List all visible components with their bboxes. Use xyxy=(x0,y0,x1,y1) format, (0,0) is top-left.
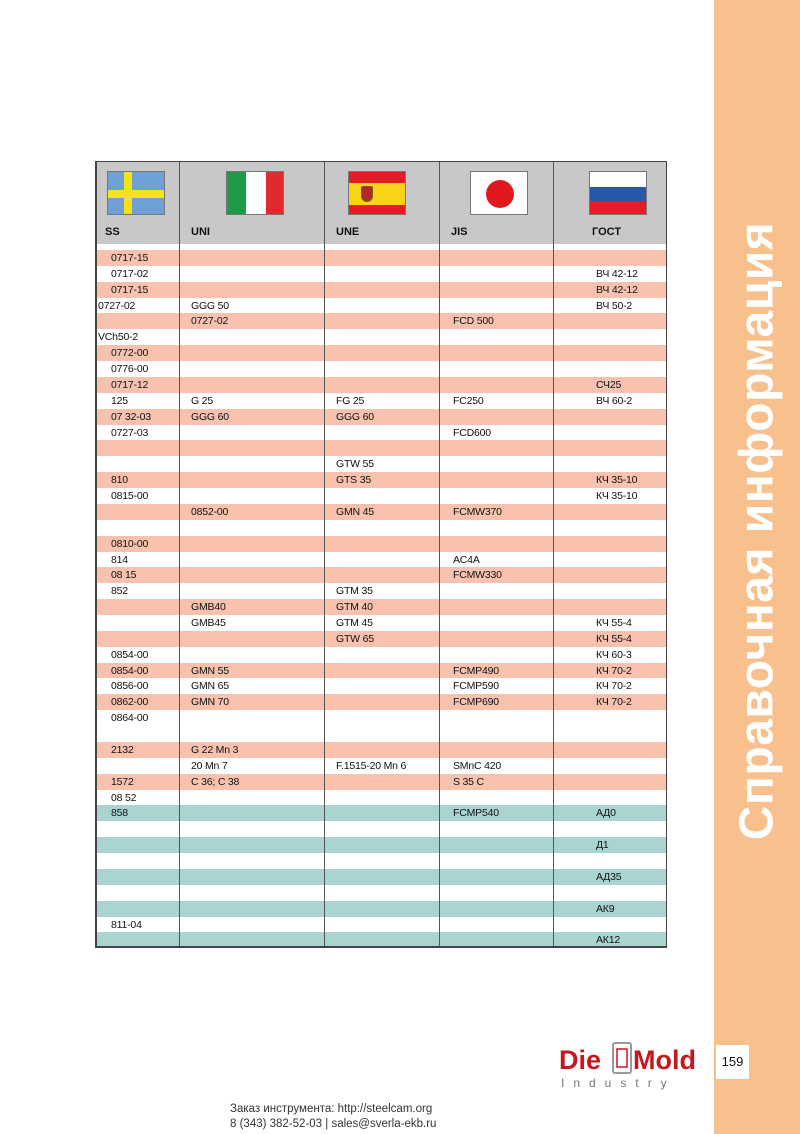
table-row xyxy=(97,901,666,917)
table-cell-uni: GGG 50 xyxy=(191,299,229,312)
diemold-logo xyxy=(557,1037,712,1095)
table-row xyxy=(97,552,666,568)
japan-flag-icon xyxy=(470,171,528,215)
column-divider xyxy=(439,162,440,946)
table-row xyxy=(97,456,666,472)
table-row xyxy=(97,599,666,615)
table-cell-ss: 0854-00 xyxy=(111,648,149,661)
table-cell-ss: 0727-02 xyxy=(98,299,136,312)
table-cell-une: GTM 40 xyxy=(336,601,373,614)
side-title: Справочная информация xyxy=(730,221,784,841)
table-row xyxy=(97,885,666,901)
table-cell-ss: 810 xyxy=(111,474,128,487)
table-cell-uni: 20 Mn 7 xyxy=(191,759,228,772)
table-row xyxy=(97,932,666,948)
table-cell-ss: 814 xyxy=(111,553,128,566)
table-cell-гост: ВЧ 42-12 xyxy=(596,283,638,296)
table-cell-ss: 07 32-03 xyxy=(111,410,151,423)
table-cell-ss: 0815-00 xyxy=(111,490,149,503)
table-row xyxy=(97,647,666,663)
table-row xyxy=(97,520,666,536)
table-cell-ss: VCh50-2 xyxy=(98,331,139,344)
table-row xyxy=(97,678,666,694)
table-cell-ss: 0772-00 xyxy=(111,347,149,360)
table-cell-гост: КЧ 70-2 xyxy=(596,696,632,709)
table-cell-uni: GMB40 xyxy=(191,601,226,614)
table-cell-jis: FCMW330 xyxy=(453,569,502,582)
table-cell-jis: SMnC 420 xyxy=(453,759,502,772)
table-cell-ss: 125 xyxy=(111,394,128,407)
table-cell-uni: 0852-00 xyxy=(191,505,229,518)
table-cell-гост: КЧ 55-4 xyxy=(596,632,632,645)
table-row xyxy=(97,805,666,821)
table-cell-гост: ВЧ 50-2 xyxy=(596,299,633,312)
table-cell-jis: FCMP540 xyxy=(453,807,499,820)
table-cell-ss: 0810-00 xyxy=(111,537,149,550)
header-uni: UNI xyxy=(191,226,210,238)
table-cell-гост: АК9 xyxy=(596,902,615,915)
table-row xyxy=(97,631,666,647)
table-row xyxy=(97,567,666,583)
table-cell-ss: 0717-02 xyxy=(111,267,149,280)
table-cell-ss: 852 xyxy=(111,585,128,598)
table-row xyxy=(97,250,666,266)
table-cell-гост: Д1 xyxy=(596,839,609,852)
diemold-logo-graphic xyxy=(557,1037,712,1095)
table-cell-uni: GMB45 xyxy=(191,617,226,629)
table-cell-ss: 2132 xyxy=(111,743,134,756)
table-row xyxy=(97,345,666,361)
header-une: UNE xyxy=(336,226,360,238)
table-cell-jis: FCD 500 xyxy=(453,315,494,328)
footer-order-line: Заказ инструмента: http://steelcam.org xyxy=(230,1103,433,1115)
column-divider xyxy=(553,162,554,946)
table-cell-uni: GMN 65 xyxy=(191,680,229,693)
table-cell-une: GTM 35 xyxy=(336,585,373,598)
footer xyxy=(230,1102,436,1132)
table-cell-ss: 0864-00 xyxy=(111,712,149,725)
table-cell-гост: КЧ 35-10 xyxy=(596,490,638,503)
table-cell-ss: 0717-12 xyxy=(111,378,149,391)
table-cell-ss: 858 xyxy=(111,807,128,820)
table-cell-uni: G 22 Mn 3 xyxy=(191,743,239,756)
table-row xyxy=(97,790,666,806)
table-cell-jis: FCMP590 xyxy=(453,680,499,693)
svg-text:Industry: Industry xyxy=(561,1076,676,1090)
table-cell-uni: GMN 70 xyxy=(191,696,229,709)
table-cell-uni: GMN 55 xyxy=(191,664,229,677)
table-cell-uni: 0727-02 xyxy=(191,315,229,328)
table-cell-jis: FCD600 xyxy=(453,426,491,439)
header-ss: SS xyxy=(105,226,120,238)
table-row xyxy=(97,393,666,409)
column-divider xyxy=(179,162,180,946)
table-cell-uni: C 36; C 38 xyxy=(191,775,240,788)
table-row xyxy=(97,488,666,504)
table-cell-une: FG 25 xyxy=(336,394,365,407)
table-cell-гост: АК12 xyxy=(596,934,620,947)
table-cell-ss: 0776-00 xyxy=(111,363,149,376)
table-row xyxy=(97,917,666,933)
table-header xyxy=(97,162,666,244)
table-row xyxy=(97,329,666,345)
table-row xyxy=(97,440,666,456)
column-divider xyxy=(324,162,325,946)
table-row xyxy=(97,758,666,774)
table-cell-гост: КЧ 70-2 xyxy=(596,680,632,693)
table-row xyxy=(97,313,666,329)
footer-contact-line: 8 (343) 382-52-03 | sales@sverla-ekb.ru xyxy=(230,1118,437,1130)
table-cell-une: GMN 45 xyxy=(336,505,374,518)
table-cell-jis: FC250 xyxy=(453,394,484,407)
table-row xyxy=(97,409,666,425)
table-cell-une: GTW 65 xyxy=(336,632,374,645)
table-cell-jis: FCMP690 xyxy=(453,696,499,709)
table-cell-гост: СЧ25 xyxy=(596,378,622,391)
table-cell-ss: 0862-00 xyxy=(111,696,149,709)
table-row xyxy=(97,742,666,758)
table-row xyxy=(97,615,666,631)
table-row xyxy=(97,726,666,742)
table-cell-jis: S 35 C xyxy=(453,775,484,788)
italy-flag-icon xyxy=(226,171,284,215)
table-cell-гост: ВЧ 60-2 xyxy=(596,394,633,407)
table-cell-ss: 0717-15 xyxy=(111,252,149,264)
table-row xyxy=(97,377,666,393)
table-row xyxy=(97,869,666,885)
table-cell-ss: 0727-03 xyxy=(111,426,149,439)
table-cell-гост: КЧ 55-4 xyxy=(596,617,632,629)
table-row xyxy=(97,694,666,710)
table-row xyxy=(97,504,666,520)
spain-flag-icon xyxy=(348,171,406,215)
table-row xyxy=(97,710,666,726)
svg-text:Mold: Mold xyxy=(633,1045,696,1075)
table-cell-ss: 0854-00 xyxy=(111,664,149,677)
table-cell-ss: 0717-15 xyxy=(111,283,149,296)
table-cell-uni: G 25 xyxy=(191,394,213,407)
page-number: 159 xyxy=(716,1045,749,1079)
table-cell-гост: КЧ 60-3 xyxy=(596,648,632,661)
table-cell-jis: FCMW370 xyxy=(453,505,502,518)
table-cell-une: F.1515-20 Mn 6 xyxy=(336,759,407,772)
table-row xyxy=(97,282,666,298)
table-row xyxy=(97,536,666,552)
table-row xyxy=(97,837,666,853)
table-cell-uni: GGG 60 xyxy=(191,410,229,423)
table-cell-ss: 08 52 xyxy=(111,791,137,804)
table-cell-ss: 0856-00 xyxy=(111,680,149,693)
table-cell-jis: AC4A xyxy=(453,553,480,566)
table-row xyxy=(97,266,666,282)
table-row xyxy=(97,583,666,599)
table-cell-une: GTM 45 xyxy=(336,617,373,629)
russia-flag-icon xyxy=(589,171,647,215)
table-row xyxy=(97,425,666,441)
table-cell-гост: АД35 xyxy=(596,870,622,883)
table-row xyxy=(97,774,666,790)
svg-text:Die: Die xyxy=(559,1045,602,1075)
table-cell-ss: 1572 xyxy=(111,775,134,788)
table-cell-ss: 08 15 xyxy=(111,569,137,582)
header-jis: JIS xyxy=(451,226,468,238)
equivalents-table xyxy=(95,161,667,948)
table-row xyxy=(97,472,666,488)
table-row xyxy=(97,361,666,377)
table-row xyxy=(97,853,666,869)
table-row xyxy=(97,821,666,837)
table-row xyxy=(97,663,666,679)
header-gost: ГОСТ xyxy=(592,226,622,238)
table-row xyxy=(97,298,666,314)
table-cell-гост: ВЧ 42-12 xyxy=(596,267,638,280)
table-cell-une: GTW 55 xyxy=(336,458,374,471)
table-cell-гост: АД0 xyxy=(596,807,616,820)
table-cell-ss: 811-04 xyxy=(111,918,142,931)
table-cell-une: GGG 60 xyxy=(336,410,374,423)
table-cell-une: GTS 35 xyxy=(336,474,371,487)
table-cell-jis: FCMP490 xyxy=(453,664,499,677)
coat-of-arms-icon xyxy=(361,186,373,202)
table-cell-гост: КЧ 35-10 xyxy=(596,474,638,487)
sweden-flag-icon xyxy=(107,171,165,215)
table-cell-гост: КЧ 70-2 xyxy=(596,664,632,677)
